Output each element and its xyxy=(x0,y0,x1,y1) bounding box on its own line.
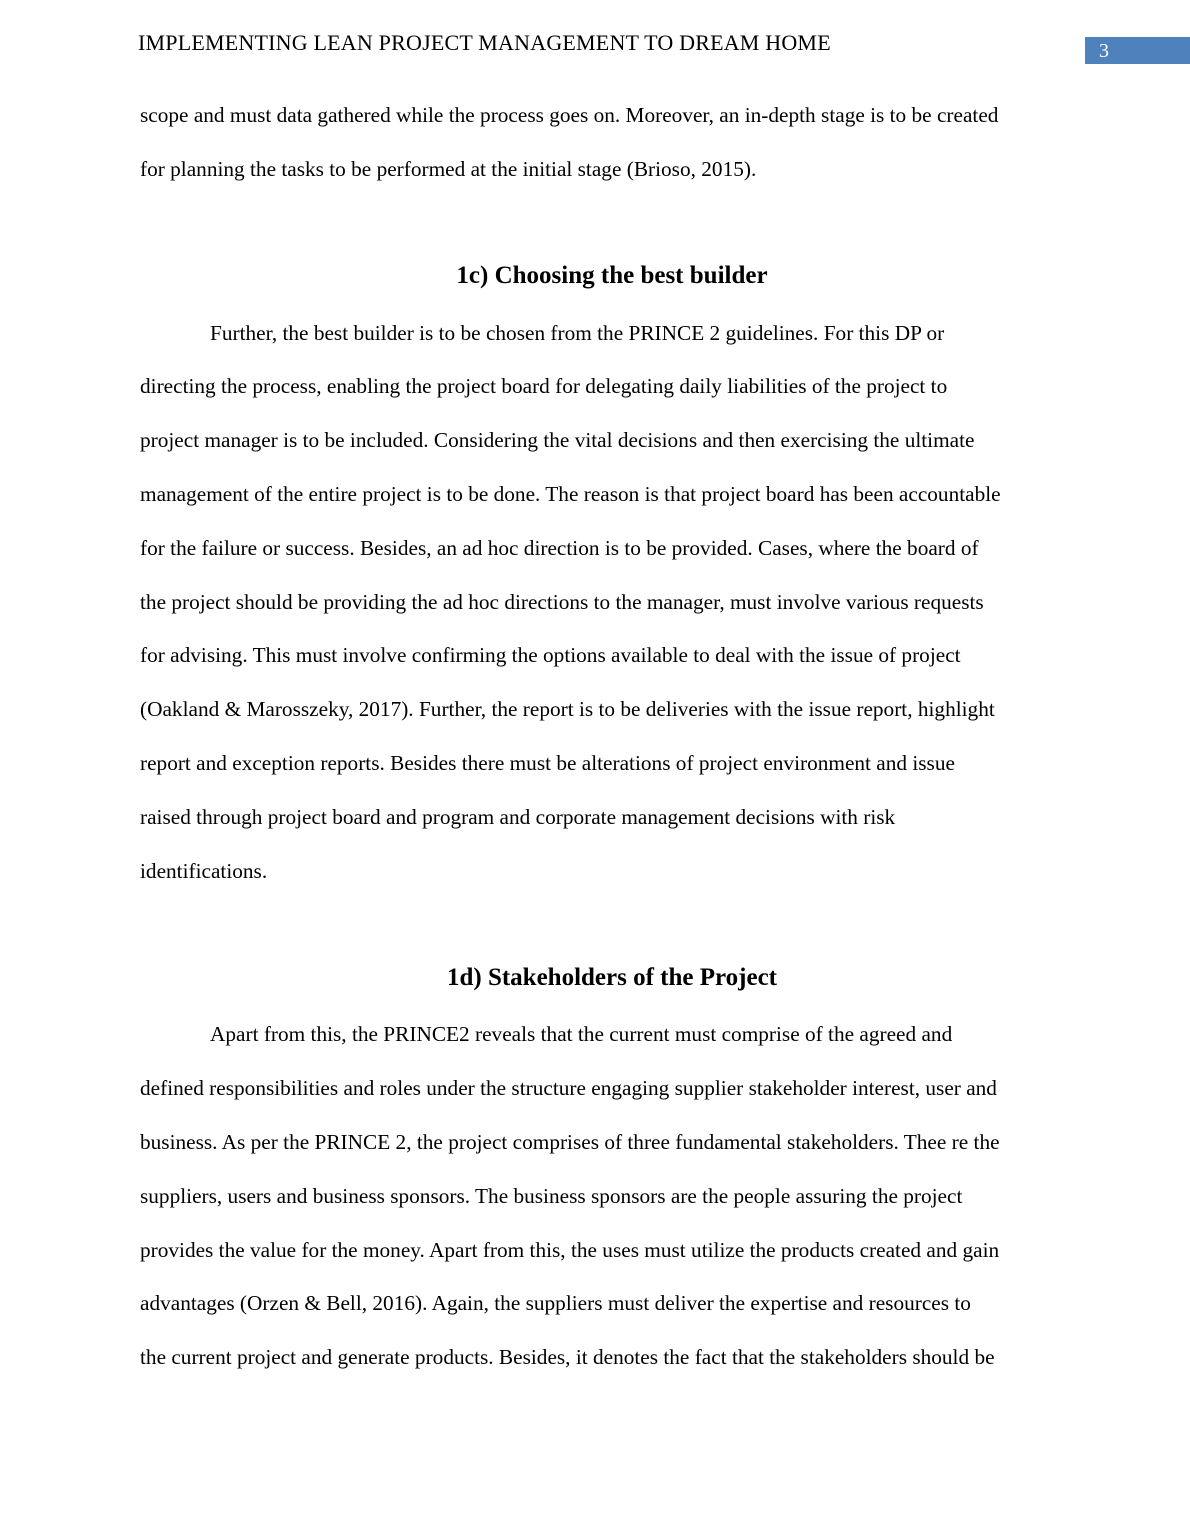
body-line: business. As per the PRINCE 2, the project comprises of three fundamental stakeholders. Thee re the xyxy=(140,1129,1000,1154)
body-line: the project should be providing the ad hoc directions to the manager, must involve various requests xyxy=(140,589,984,614)
document-body xyxy=(140,89,1100,1385)
body-line: the current project and generate products. Besides, it denotes the fact that the stakeholders should be xyxy=(140,1345,995,1370)
body-line: advantages (Orzen & Bell, 2016). Again, the suppliers must deliver the expertise and resources to xyxy=(140,1291,971,1316)
body-line: for advising. This must involve confirming the options available to deal with the issue of project xyxy=(140,643,961,668)
body-line: project manager is to be included. Considering the vital decisions and then exercising the ultimate xyxy=(140,428,975,453)
body-line: provides the value for the money. Apart from this, the uses must utilize the products created and gain xyxy=(140,1237,1000,1262)
body-line: (Oakland & Marosszeky, 2017). Further, the report is to be deliveries with the issue report, highlight xyxy=(140,697,995,722)
body-line: defined responsibilities and roles under the structure engaging supplier stakeholder interest, user and xyxy=(140,1076,997,1101)
body-line: management of the entire project is to be done. The reason is that project board has been accountable xyxy=(140,481,1001,506)
body-line: scope and must data gathered while the process goes on. Moreover, an in-depth stage is to be created xyxy=(140,103,999,127)
section-heading-1d: 1d) Stakeholders of the Project xyxy=(446,964,778,992)
body-line: for planning the tasks to be performed at the initial stage (Brioso, 2015). xyxy=(140,156,757,181)
body-line: Further, the best builder is to be chosen from the PRINCE 2 guidelines. For this DP or xyxy=(210,320,945,345)
page-number-badge: 3 xyxy=(1085,37,1190,64)
body-line: raised through project board and program and corporate management decisions with risk xyxy=(140,804,896,829)
body-line: directing the process, enabling the project board for delegating daily liabilities of the project to xyxy=(140,374,948,399)
body-line: identifications. xyxy=(140,858,268,883)
body-line: Apart from this, the PRINCE2 reveals that the current must comprise of the agreed and xyxy=(210,1022,953,1047)
body-line: suppliers, users and business sponsors. The business sponsors are the people assuring the project xyxy=(140,1183,963,1208)
body-line: for the failure or success. Besides, an ad hoc direction is to be provided. Cases, where the board of xyxy=(140,535,979,560)
section-heading-1c: 1c) Choosing the best builder xyxy=(456,261,768,289)
running-head: IMPLEMENTING LEAN PROJECT MANAGEMENT TO DREAM HOME xyxy=(138,30,831,55)
body-line: report and exception reports. Besides there must be alterations of project environment and issue xyxy=(140,750,955,775)
